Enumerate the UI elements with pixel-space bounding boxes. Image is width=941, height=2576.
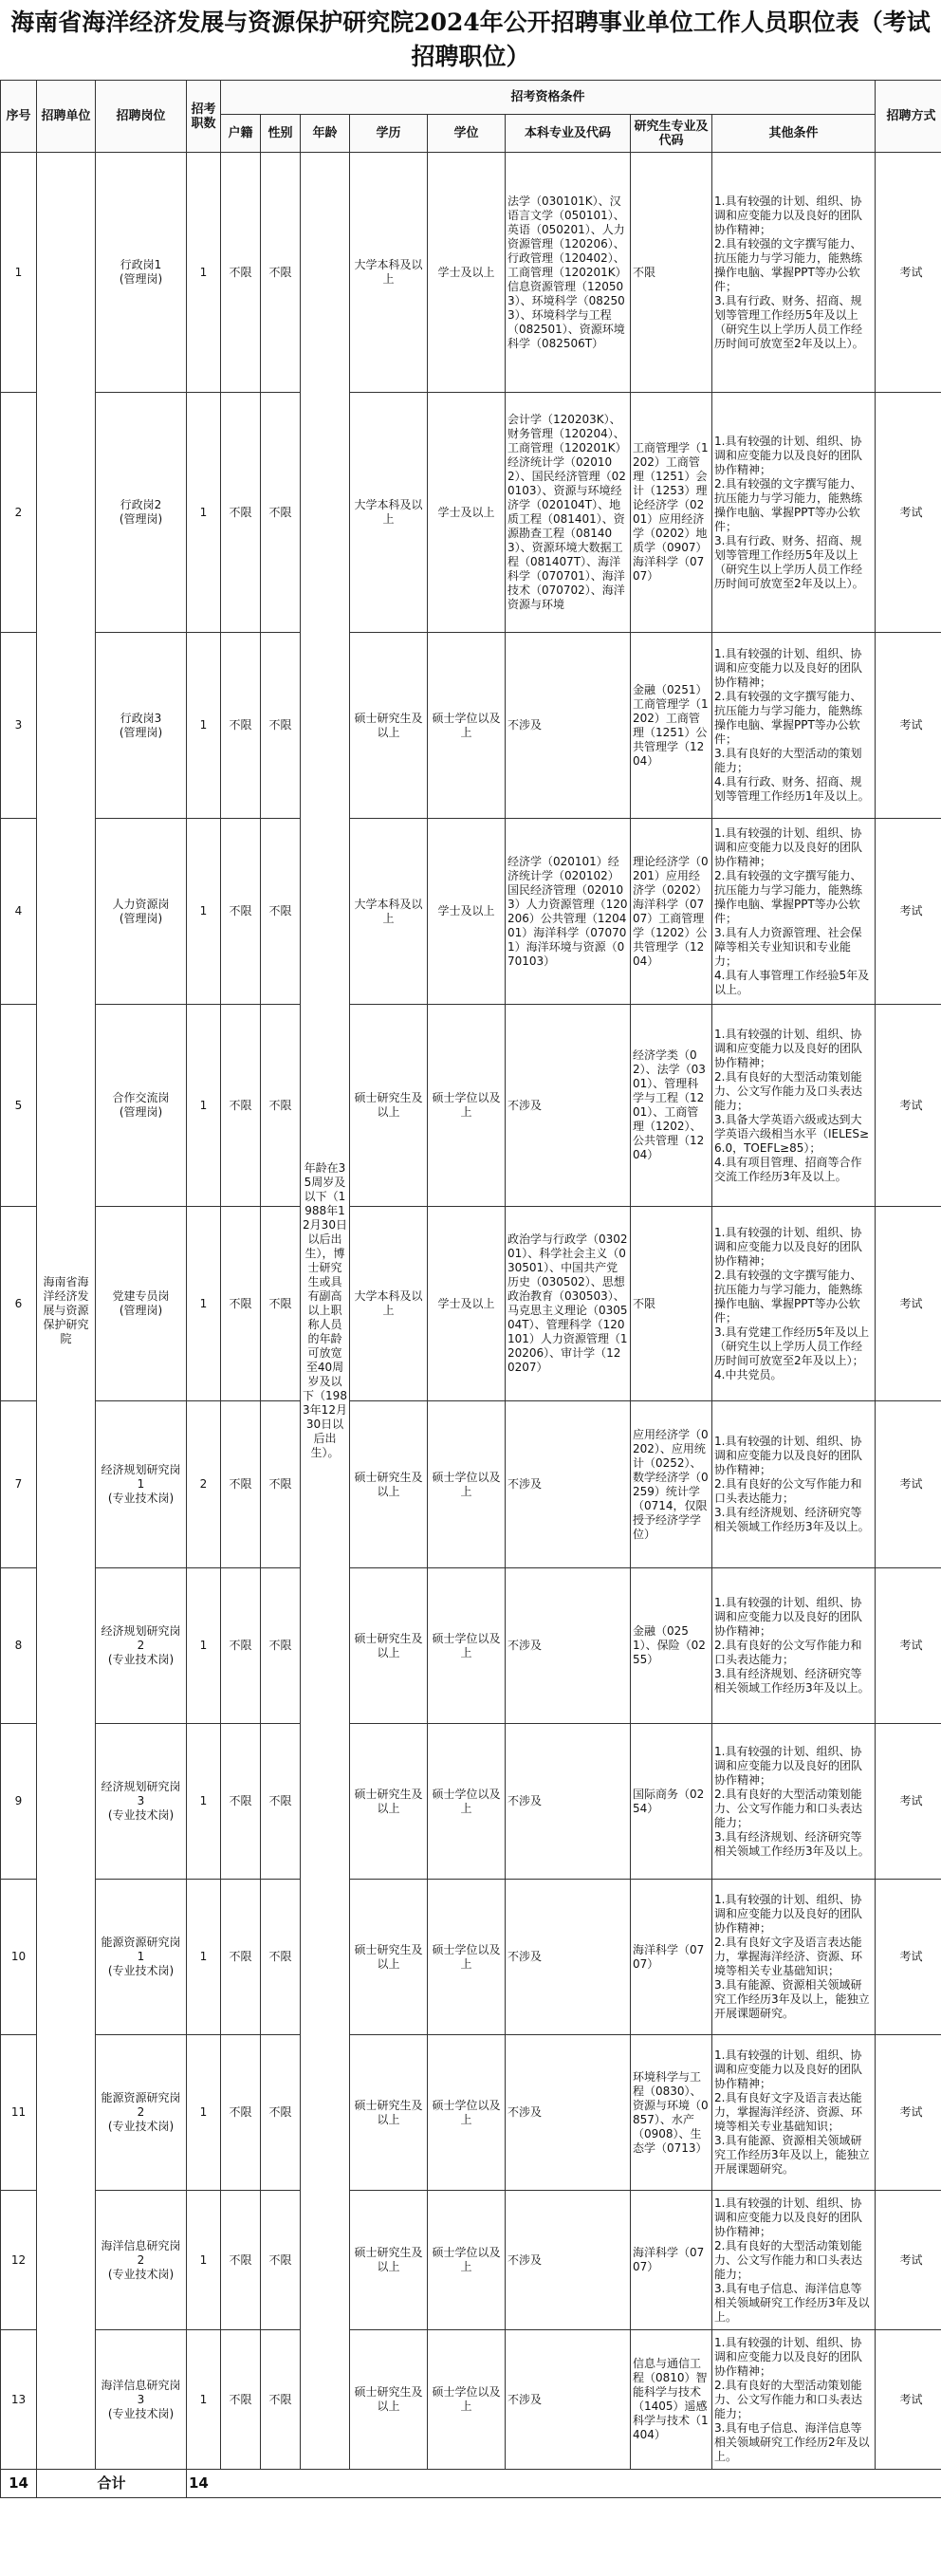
header-age: 年龄 [301, 115, 350, 153]
row-count: 1 [187, 2330, 221, 2470]
row-method: 考试 [876, 633, 941, 819]
row-method: 考试 [876, 1568, 941, 1724]
table-row [1, 1401, 941, 1568]
row-method: 考试 [876, 1005, 941, 1207]
row-method: 考试 [876, 2330, 941, 2470]
row-education: 硕士研究生及以上 [350, 2330, 428, 2470]
table-row [1, 1724, 941, 1880]
header-other: 其他条件 [712, 115, 876, 153]
row-degree: 硕士学位以及上 [428, 1005, 506, 1207]
row-seq: 6 [1, 1207, 37, 1401]
row-count: 1 [187, 1880, 221, 2035]
row-degree: 硕士学位以及上 [428, 1401, 506, 1568]
row-grad-major: 工商管理学（1202）工商管理（1251）会计（1253）理论经济学（0201）应用经济学（0202）地质学（0907）海洋科学（0707） [631, 393, 712, 633]
row-position: 人力资源岗 (管理岗) [96, 819, 187, 1005]
row-count: 1 [187, 2035, 221, 2191]
row-count: 1 [187, 1207, 221, 1401]
table-row [1, 2035, 941, 2191]
row-gender: 不限 [261, 393, 301, 633]
row-seq: 1 [1, 153, 37, 393]
row-degree: 硕士学位以及上 [428, 1568, 506, 1724]
row-hukou: 不限 [221, 1005, 261, 1207]
total-seq: 14 [1, 2470, 37, 2498]
row-seq: 11 [1, 2035, 37, 2191]
row-undergrad-major: 不涉及 [506, 1005, 631, 1207]
row-gender: 不限 [261, 1401, 301, 1568]
row-undergrad-major: 法学（030101K）、汉语言文学（050101）、英语（050201）、人力资源管理（120206）、行政管理（120402）、工商管理（120201K）信息资源管理（120503）、环境科学（082503）、环境科学与工程（082501）、资源环境科学（082506T） [506, 153, 631, 393]
row-method: 考试 [876, 393, 941, 633]
row-position: 合作交流岗 (管理岗) [96, 1005, 187, 1207]
row-other-conditions: 1.具有较强的计划、组织、协调和应变能力以及良好的团队协作精神； 2.具有良好的公文写作能力和口头表达能力； 3.具有经济规划、经济研究等相关领域工作经历3年及以上。 [712, 1568, 876, 1724]
table-row [1, 153, 941, 393]
row-undergrad-major: 不涉及 [506, 1880, 631, 2035]
table-row [1, 2191, 941, 2330]
row-method: 考试 [876, 819, 941, 1005]
row-grad-major: 应用经济学（0202）、应用统计（0252）、数学经济学（0259）统计学（0714，仅限授予经济学学位） [631, 1401, 712, 1568]
total-row [1, 2470, 941, 2498]
table-row [1, 2330, 941, 2470]
row-other-conditions: 1.具有较强的计划、组织、协调和应变能力以及良好的团队协作精神； 2.具有良好文字及语言表达能力，掌握海洋经济、资源、环境等相关专业基础知识； 3.具有能源、资源相关领域研究工作经历3年及以上，能独立开展课题研究。 [712, 1880, 876, 2035]
row-seq: 5 [1, 1005, 37, 1207]
row-gender: 不限 [261, 1880, 301, 2035]
row-undergrad-major: 会计学（120203K）、财务管理（120204）、工商管理（120201K）经济统计学（020102）、国民经济管理（020103）、资源与环境经济学（020104T）、地质工程（081401）、资源勘查工程（081403）、资源环境大数据工程（081407T）、海洋科学（070701）、海洋技术（070702）、海洋资源与环境 [506, 393, 631, 633]
row-count: 2 [187, 1401, 221, 1568]
row-education: 硕士研究生及以上 [350, 1880, 428, 2035]
row-position: 经济规划研究岗1 (专业技术岗) [96, 1401, 187, 1568]
row-degree: 硕士学位以及上 [428, 2035, 506, 2191]
row-gender: 不限 [261, 1724, 301, 1880]
header-gender: 性别 [261, 115, 301, 153]
row-undergrad-major: 不涉及 [506, 2330, 631, 2470]
row-hukou: 不限 [221, 153, 261, 393]
table-row [1, 819, 941, 1005]
row-grad-major: 信息与通信工程（0810）智能科学与技术（1405）遥感科学与技术（1404） [631, 2330, 712, 2470]
row-undergrad-major: 不涉及 [506, 2035, 631, 2191]
row-position: 经济规划研究岗3 (专业技术岗) [96, 1724, 187, 1880]
row-grad-major: 不限 [631, 153, 712, 393]
row-gender: 不限 [261, 633, 301, 819]
row-method: 考试 [876, 2035, 941, 2191]
header-degree: 学位 [428, 115, 506, 153]
row-other-conditions: 1.具有较强的计划、组织、协调和应变能力以及良好的团队协作精神； 2.具有较强的文字撰写能力、抗压能力与学习能力，能熟练操作电脑、掌握PPT等办公软件； 3.具有行政、财务、招商、规划等管理工作经历5年及以上（研究生以上学历人员工作经历时间可放宽至2年及以上）。 [712, 393, 876, 633]
row-seq: 2 [1, 393, 37, 633]
row-hukou: 不限 [221, 2035, 261, 2191]
row-seq: 9 [1, 1724, 37, 1880]
row-grad-major: 国际商务（0254） [631, 1724, 712, 1880]
row-seq: 4 [1, 819, 37, 1005]
row-gender: 不限 [261, 1568, 301, 1724]
row-unit: 海南省海洋经济发展与资源保护研究院 [37, 153, 96, 2470]
row-count: 1 [187, 2191, 221, 2330]
row-degree: 硕士学位以及上 [428, 2191, 506, 2330]
header-education: 学历 [350, 115, 428, 153]
row-position: 行政岗1 (管理岗) [96, 153, 187, 393]
row-grad-major: 金融（0251）、保险（0255） [631, 1568, 712, 1724]
row-hukou: 不限 [221, 819, 261, 1005]
row-undergrad-major: 不涉及 [506, 1568, 631, 1724]
row-undergrad-major: 不涉及 [506, 1724, 631, 1880]
row-gender: 不限 [261, 1207, 301, 1401]
row-degree: 硕士学位以及上 [428, 1724, 506, 1880]
row-hukou: 不限 [221, 1880, 261, 2035]
row-degree: 学士及以上 [428, 1207, 506, 1401]
row-degree: 学士及以上 [428, 393, 506, 633]
table-row [1, 393, 941, 633]
row-position: 海洋信息研究岗2 (专业技术岗) [96, 2191, 187, 2330]
row-seq: 12 [1, 2191, 37, 2330]
row-position: 经济规划研究岗2 (专业技术岗) [96, 1568, 187, 1724]
row-gender: 不限 [261, 819, 301, 1005]
row-education: 硕士研究生及以上 [350, 1568, 428, 1724]
row-other-conditions: 1.具有较强的计划、组织、协调和应变能力以及良好的团队协作精神； 2.具有良好文字及语言表达能力，掌握海洋经济、资源、环境等相关专业基础知识； 3.具有能源、资源相关领域研究工作经历3年及以上，能独立开展课题研究。 [712, 2035, 876, 2191]
header-method: 招聘方式 [876, 81, 941, 153]
row-seq: 13 [1, 2330, 37, 2470]
row-method: 考试 [876, 1724, 941, 1880]
header-grad-major: 研究生专业及代码 [631, 115, 712, 153]
row-other-conditions: 1.具有较强的计划、组织、协调和应变能力以及良好的团队协作精神； 2.具有较强的文字撰写能力、抗压能力与学习能力，能熟练操作电脑、掌握PPT等办公软件； 3.具有党建工作经历5年及以上（研究生以上学历人员工作经历时间可放宽至2年及以上）； 4.中共党员。 [712, 1207, 876, 1401]
row-education: 硕士研究生及以上 [350, 2035, 428, 2191]
row-hukou: 不限 [221, 633, 261, 819]
row-undergrad-major: 经济学（020101）经济统计学（020102）国民经济管理（020103）人力资源管理（120206）公共管理（120401）海洋科学（070701）海洋环境与资源（070103） [506, 819, 631, 1005]
row-hukou: 不限 [221, 393, 261, 633]
row-seq: 10 [1, 1880, 37, 2035]
row-hukou: 不限 [221, 2330, 261, 2470]
row-grad-major: 海洋科学（0707） [631, 1880, 712, 2035]
row-degree: 硕士学位以及上 [428, 2330, 506, 2470]
row-other-conditions: 1.具有较强的计划、组织、协调和应变能力以及良好的团队协作精神； 2.具有良好的大型活动策划能力、公文写作能力和口头表达能力； 3.具有电子信息、海洋信息等相关领域研究工作经历2年及以上。 [712, 2330, 876, 2470]
row-education: 大学本科及以上 [350, 1207, 428, 1401]
table-row [1, 1568, 941, 1724]
header-undergrad-major: 本科专业及代码 [506, 115, 631, 153]
table-row [1, 1207, 941, 1401]
row-count: 1 [187, 1724, 221, 1880]
row-education: 硕士研究生及以上 [350, 1005, 428, 1207]
row-position: 海洋信息研究岗3 (专业技术岗) [96, 2330, 187, 2470]
row-other-conditions: 1.具有较强的计划、组织、协调和应变能力以及良好的团队协作精神； 2.具有较强的文字撰写能力、抗压能力与学习能力，能熟练操作电脑、掌握PPT等办公软件； 3.具有行政、财务、招商、规划等管理工作经历5年及以上（研究生以上学历人员工作经历时间可放宽至2年及以上）。 [712, 153, 876, 393]
row-education: 硕士研究生及以上 [350, 633, 428, 819]
row-other-conditions: 1.具有较强的计划、组织、协调和应变能力以及良好的团队协作精神； 2.具有良好的大型活动策划能力、公文写作能力和口头表达能力； 3.具有经济规划、经济研究等相关领域工作经历3年及以上。 [712, 1724, 876, 1880]
row-count: 1 [187, 819, 221, 1005]
row-education: 大学本科及以上 [350, 393, 428, 633]
row-grad-major: 金融（0251）工商管理学（1202）工商管理（1251）公共管理学（1204） [631, 633, 712, 819]
row-method: 考试 [876, 1401, 941, 1568]
row-position: 行政岗2 (管理岗) [96, 393, 187, 633]
page-title: 海南省海洋经济发展与资源保护研究院2024年公开招聘事业单位工作人员职位表（考试招聘职位） [10, 9, 931, 70]
row-seq: 8 [1, 1568, 37, 1724]
header-row-1 [1, 81, 941, 115]
positions-table [0, 80, 941, 2498]
row-grad-major: 经济学类（02）、法学（0301）、管理科学与工程（1201）、工商管理（1202）、公共管理（1204） [631, 1005, 712, 1207]
row-hukou: 不限 [221, 1401, 261, 1568]
row-other-conditions: 1.具有较强的计划、组织、协调和应变能力以及良好的团队协作精神； 2.具有良好的大型活动策划能力、公文写作能力和口头表达能力； 3.具有电子信息、海洋信息等相关领域研究工作经历3年及以上。 [712, 2191, 876, 2330]
row-other-conditions: 1.具有较强的计划、组织、协调和应变能力以及良好的团队协作精神； 2.具有较强的文字撰写能力、抗压能力与学习能力，能熟练操作电脑、掌握PPT等办公软件； 3.具有良好的大型活动的策划能力； 4.具有行政、财务、招商、规划等管理工作经历1年及以上。 [712, 633, 876, 819]
row-count: 1 [187, 153, 221, 393]
row-gender: 不限 [261, 1005, 301, 1207]
row-education: 硕士研究生及以上 [350, 1401, 428, 1568]
table-row [1, 633, 941, 819]
row-method: 考试 [876, 1207, 941, 1401]
table-row [1, 1880, 941, 2035]
header-count: 招考职数 [187, 81, 221, 153]
header-position: 招聘岗位 [96, 81, 187, 153]
row-grad-major: 环境科学与工程（0830）、资源与环境（0857）、水产（0908）、生态学（0713） [631, 2035, 712, 2191]
total-label: 合计 [37, 2470, 187, 2498]
row-method: 考试 [876, 153, 941, 393]
table-row [1, 1005, 941, 1207]
header-seq: 序号 [1, 81, 37, 153]
row-degree: 学士及以上 [428, 819, 506, 1005]
row-count: 1 [187, 1005, 221, 1207]
row-grad-major: 不限 [631, 1207, 712, 1401]
header-unit: 招聘单位 [37, 81, 96, 153]
row-grad-major: 海洋科学（0707） [631, 2191, 712, 2330]
row-count: 1 [187, 1568, 221, 1724]
row-undergrad-major: 不涉及 [506, 1401, 631, 1568]
row-undergrad-major: 不涉及 [506, 2191, 631, 2330]
row-education: 大学本科及以上 [350, 819, 428, 1005]
row-degree: 硕士学位以及上 [428, 1880, 506, 2035]
row-other-conditions: 1.具有较强的计划、组织、协调和应变能力以及良好的团队协作精神； 2.具有较强的文字撰写能力、抗压能力与学习能力，能熟练操作电脑、掌握PPT等办公软件； 3.具有人力资源管理、社会保障等相关专业知识和专业能力； 4.具有人事管理工作经验5年及以上。 [712, 819, 876, 1005]
row-gender: 不限 [261, 2330, 301, 2470]
row-position: 能源资源研究岗1 (专业技术岗) [96, 1880, 187, 2035]
row-other-conditions: 1.具有较强的计划、组织、协调和应变能力以及良好的团队协作精神； 2.具有良好的公文写作能力和口头表达能力； 3.具有经济规划、经济研究等相关领域工作经历3年及以上。 [712, 1401, 876, 1568]
row-position: 行政岗3 (管理岗) [96, 633, 187, 819]
row-hukou: 不限 [221, 1568, 261, 1724]
row-education: 大学本科及以上 [350, 153, 428, 393]
row-count: 1 [187, 633, 221, 819]
row-count: 1 [187, 393, 221, 633]
header-hukou: 户籍 [221, 115, 261, 153]
row-method: 考试 [876, 1880, 941, 2035]
row-hukou: 不限 [221, 1207, 261, 1401]
row-degree: 学士及以上 [428, 153, 506, 393]
row-position: 能源资源研究岗2 (专业技术岗) [96, 2035, 187, 2191]
row-other-conditions: 1.具有较强的计划、组织、协调和应变能力以及良好的团队协作精神； 2.具有良好的大型活动策划能力、公文写作能力及口头表达能力； 3.具备大学英语六级或达到大学英语六级相当水平（IELES≥6.0，TOEFL≥85）； 4.具有项目管理、招商等合作交流工作经历3年及以上。 [712, 1005, 876, 1207]
row-gender: 不限 [261, 2035, 301, 2191]
row-gender: 不限 [261, 153, 301, 393]
header-conditions: 招考资格条件 [221, 81, 876, 115]
row-gender: 不限 [261, 2191, 301, 2330]
row-seq: 3 [1, 633, 37, 819]
total-count: 14 [187, 2470, 941, 2498]
row-hukou: 不限 [221, 2191, 261, 2330]
row-grad-major: 理论经济学（0201）应用经济学（0202）海洋科学（0707）工商管理学（1202）公共管理学（1204） [631, 819, 712, 1005]
row-education: 硕士研究生及以上 [350, 2191, 428, 2330]
row-seq: 7 [1, 1401, 37, 1568]
row-method: 考试 [876, 2191, 941, 2330]
row-age: 年龄在35周岁及以下（1988年12月30日以后出生），博士研究生或具有副高以上职称人员的年龄可放宽至40周岁及以下（1983年12月30日以后出生）。 [301, 153, 350, 2470]
row-position: 党建专员岗 (管理岗) [96, 1207, 187, 1401]
row-undergrad-major: 不涉及 [506, 633, 631, 819]
row-degree: 硕士学位以及上 [428, 633, 506, 819]
row-education: 硕士研究生及以上 [350, 1724, 428, 1880]
row-undergrad-major: 政治学与行政学（030201）、科学社会主义（030501）、中国共产党历史（030502）、思想政治教育（030503）、马克思主义理论（030504T）、管理科学（120101）人力资源管理（120206）、审计学（120207） [506, 1207, 631, 1401]
row-hukou: 不限 [221, 1724, 261, 1880]
